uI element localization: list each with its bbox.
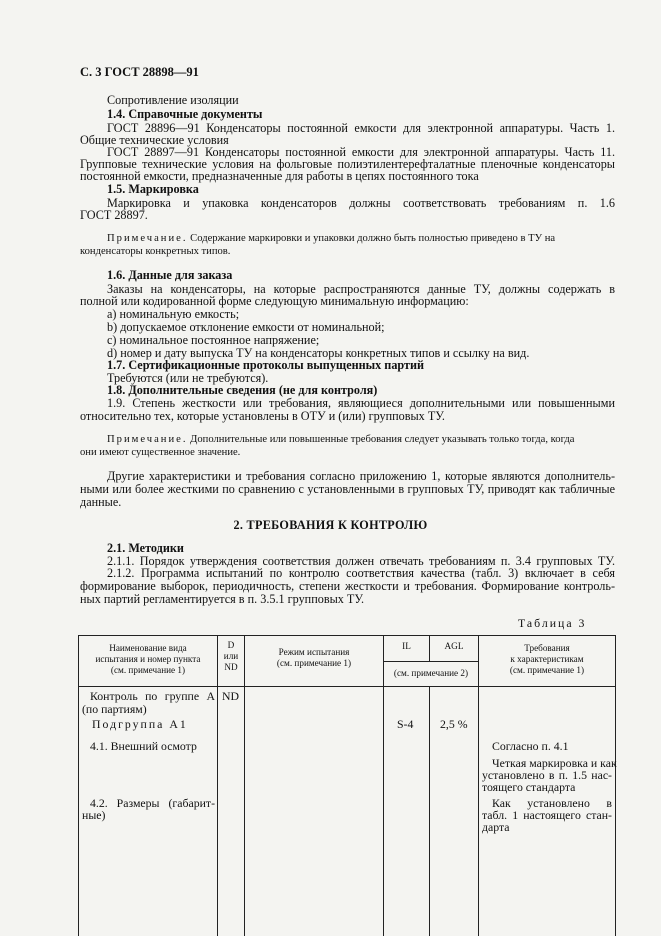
- header-test-name: Наименование вида испытания и номер пункта (см. примечание 1): [95, 643, 201, 675]
- section-title: 2. ТРЕБОВАНИЯ К КОНТРОЛЮ: [233, 518, 428, 532]
- table-cell: Согласно п. 4.1: [492, 739, 569, 753]
- table-border-right: [615, 635, 616, 936]
- text-line: формирование выборок, периодичность, степени жесткости и требования. Формирование контроль-: [80, 579, 615, 593]
- list-item: с) номинальное постоянное напряжение;: [107, 333, 320, 347]
- text-line: постоянной емкости, предназначенные для работы в цепях постоянного тока: [80, 169, 479, 183]
- table-cell: Подгруппа А1: [92, 717, 188, 731]
- table-cell: табл. 1 настоящего стан-: [482, 808, 612, 822]
- table-cell: 4.2. Размеры (габарит-: [90, 796, 215, 810]
- page-header: С. 3 ГОСТ 28898—91: [80, 65, 199, 79]
- section-heading: 1.8. Дополнительные сведения (не для контроля): [107, 383, 378, 397]
- table-cell: 4.1. Внешний осмотр: [90, 739, 197, 753]
- note-text: Содержание маркировки и упаковки должно быть полностью приведено в ТУ на: [187, 233, 556, 244]
- table-col-divider: [244, 635, 245, 936]
- table-col-divider: [429, 686, 430, 936]
- note-text: Дополнительные или повышенные требования следует указывать только тогда, когда: [187, 434, 575, 445]
- text-line: Маркировка и упаковка конденсаторов должны соответствовать требованиям п. 1.6: [107, 196, 615, 210]
- header-d-nd: D или ND: [223, 640, 239, 672]
- text-line: Требуются (или не требуются).: [107, 371, 269, 385]
- text-line: Другие характеристики и требования согласно приложению 1, которые являются дополнитель-: [107, 469, 615, 483]
- text-line: полной или кодированной форме следующую минимальную информацию:: [80, 294, 469, 308]
- list-item: d) номер и дату выпуска ТУ на конденсаторы конкретных типов и ссылку на вид.: [107, 346, 530, 360]
- table-border-left: [78, 635, 79, 936]
- section-heading: 1.4. Справочные документы: [107, 107, 263, 121]
- table-cell: Четкая маркировка и как: [492, 756, 617, 770]
- table-cell: ные): [82, 808, 106, 822]
- text-line: ГОСТ 28896—91 Конденсаторы постоянной емкости для электронной аппаратуры. Часть 1.: [107, 121, 615, 135]
- note-line: они имеют существенное значение.: [80, 447, 241, 458]
- table-subheader-rule: [383, 661, 478, 662]
- table-border-top: [78, 635, 616, 636]
- table-header-rule: [78, 686, 616, 687]
- section-heading: 1.5. Маркировка: [107, 182, 199, 196]
- table-cell: Как установлено в: [492, 796, 612, 810]
- table-cell: установлено в п. 1.5 нас-: [482, 768, 612, 782]
- section-heading: 1.7. Сертификационные протоколы выпущенных партий: [107, 358, 425, 372]
- text-line: данные.: [80, 495, 122, 509]
- note-label: Примечание.: [107, 233, 188, 244]
- text-line: Заказы на конденсаторы, на которые распространяются данные ТУ, должны содержать в: [107, 282, 615, 296]
- text-line: Общие технические условия: [80, 133, 229, 147]
- note-line: [107, 232, 555, 246]
- inspection-table: [78, 635, 616, 936]
- table-cell: S-4: [397, 717, 414, 731]
- section-heading: 1.6. Данные для заказа: [107, 268, 233, 282]
- text-line: Групповые технические условия на фольговые полиэтилентерефталатные пленочные конденсаторы: [80, 157, 615, 171]
- table-cell: ND: [222, 689, 240, 703]
- header-requirements: Требования к характеристикам (см. примечание 1): [509, 643, 585, 675]
- note-line: конденсаторы конкретных типов.: [80, 246, 231, 257]
- text-line: 2.1.2. Программа испытаний по контролю соответствия качества (табл. 3) включает в себя: [107, 566, 615, 580]
- text-line: ГОСТ 28897.: [80, 208, 148, 222]
- list-item: b) допускаемое отклонение емкости от номинальной;: [107, 320, 385, 334]
- text-line: 1.9. Степень жесткости или требования, являющиеся дополнительными или повышенными: [107, 396, 615, 410]
- table-cell: Контроль по группе А: [90, 689, 215, 703]
- text-line: ными или более жесткими по сравнению с установленными в групповых ТУ, приводят как табличные: [80, 482, 615, 496]
- header-test-mode: Режим испытания (см. примечание 1): [276, 647, 352, 668]
- header-agl: AGL: [444, 641, 464, 651]
- table-cell: дарта: [482, 820, 510, 834]
- note-label: Примечание.: [107, 434, 188, 445]
- text-line: Сопротивление изоляции: [107, 93, 239, 107]
- table-col-divider: [217, 635, 218, 936]
- note-line: [107, 433, 574, 447]
- table-cell: (по партиям): [82, 702, 147, 716]
- table-cell: 2,5 %: [440, 717, 468, 731]
- section-heading: 2.1. Методики: [107, 541, 184, 555]
- text-line: относительно тех, которые установлены в ОТУ и (или) групповых ТУ.: [80, 409, 445, 423]
- header-note-2: (см. примечание 2): [393, 668, 469, 678]
- text-line: ГОСТ 28897—91 Конденсаторы постоянной емкости для электронной аппаратуры. Часть 11.: [107, 145, 615, 159]
- text-line: ных партий регламентируется в п. 3.5.1 групповых ТУ.: [80, 592, 365, 606]
- text-line: 2.1.1. Порядок утверждения соответствия должен отвечать требованиям п. 3.4 групповых ТУ.: [107, 554, 615, 568]
- list-item: а) номинальную емкость;: [107, 307, 240, 321]
- table-cell: тоящего стандарта: [482, 780, 576, 794]
- header-il: IL: [402, 641, 411, 651]
- table-col-divider: [383, 635, 384, 936]
- table-col-divider: [478, 635, 479, 936]
- table-caption: Таблица 3: [518, 616, 587, 630]
